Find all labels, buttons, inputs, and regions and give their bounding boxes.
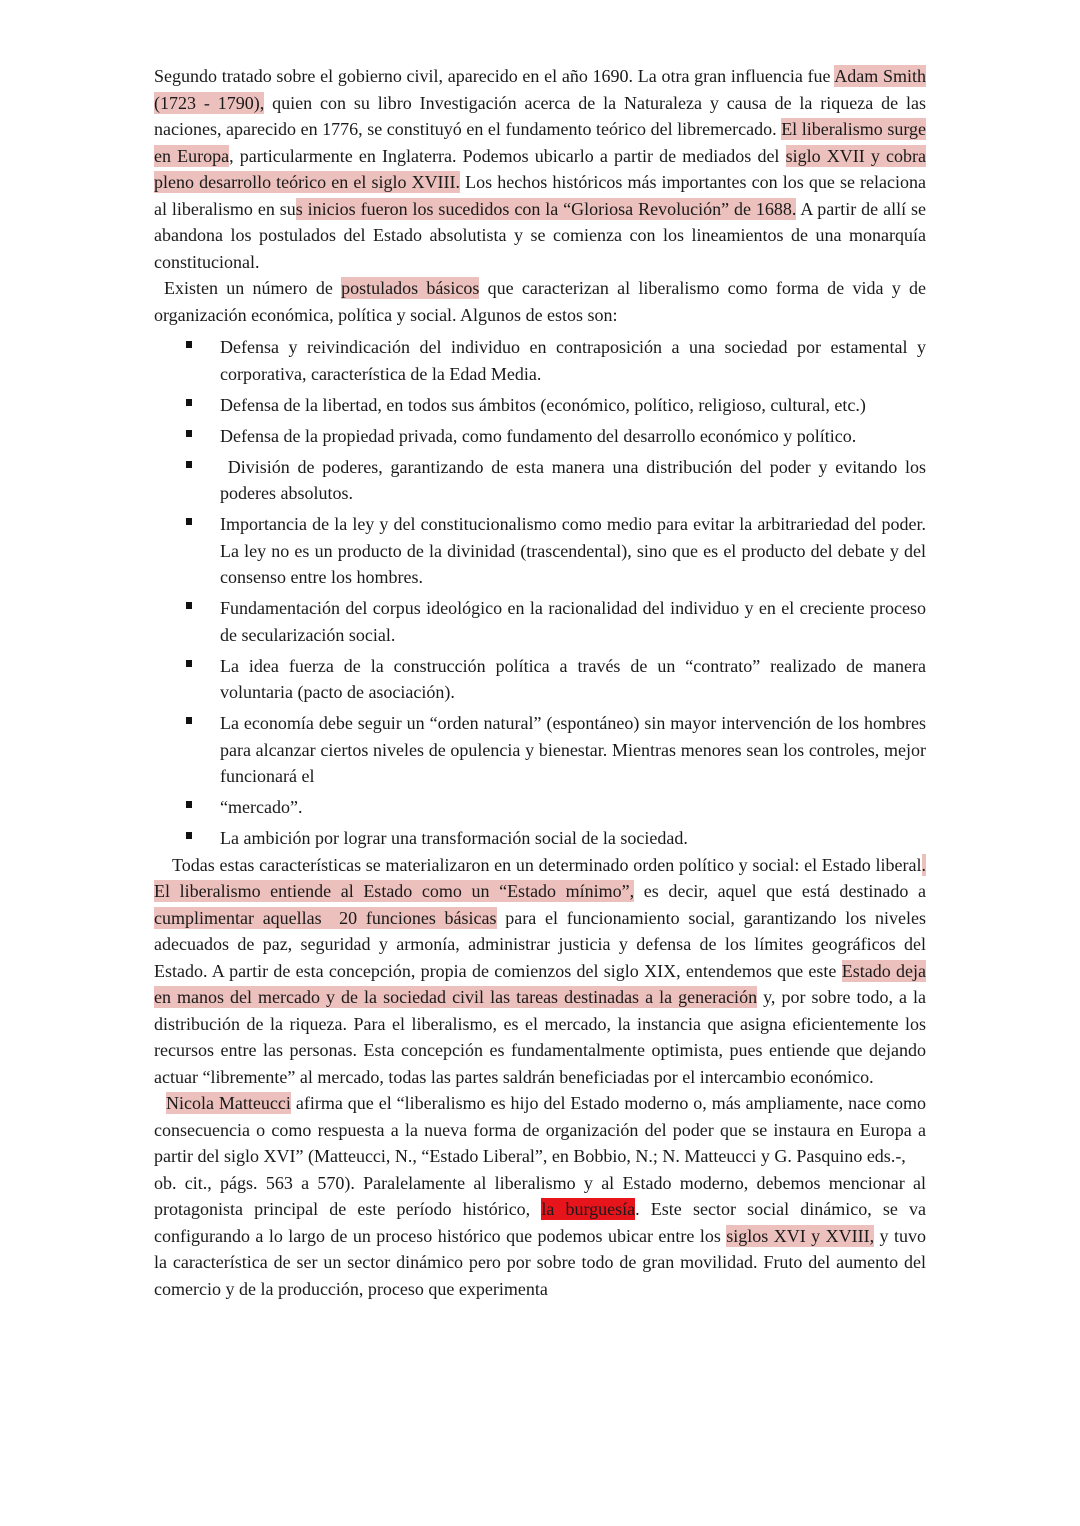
- list-item: Fundamentación del corpus ideológico en la racionalidad del individuo y en el creciente proceso de secularización social.: [154, 595, 926, 648]
- bullet-icon: [186, 518, 192, 525]
- bullet-icon: [186, 801, 192, 808]
- highlight-postulados-basicos: postulados básicos: [341, 278, 480, 298]
- highlight-estado-minimo: . El liberalismo entiende al Estado como un “Estado mínimo”,: [154, 854, 926, 901]
- text-run: y tuvo la característica de ser un sector dinámico pero por sobre todo de gran movilidad. Fruto del aumento del comercio y de la producción, proceso que experimenta: [154, 1225, 926, 1299]
- bullet-icon: [186, 602, 192, 609]
- bullet-icon: [186, 832, 192, 839]
- highlight-liberalismo-europa: El liberalismo surge en Europa: [154, 119, 926, 166]
- list-item: Defensa de la propiedad privada, como fundamento del desarrollo económico y político.: [154, 423, 926, 450]
- list-item: Defensa de la libertad, en todos sus ámbitos (económico, político, religioso, cultural, etc.): [154, 392, 926, 419]
- list-item: División de poderes, garantizando de esta manera una distribución del poder y evitando los poderes absolutos.: [154, 454, 926, 507]
- highlight-gloriosa-revolucion: s inicios fueron los sucedidos con la “Gloriosa Revolución” de 1688.: [295, 198, 797, 219]
- bullet-icon: [186, 341, 192, 348]
- list-item: Defensa y reivindicación del individuo en contraposición a una sociedad por estamental y corporativa, característica de la Edad Media.: [154, 334, 926, 387]
- text-run: es decir, aquel que está destinado a: [634, 881, 926, 901]
- highlight-la-burguesia: la burguesía: [541, 1199, 636, 1219]
- text-run: afirma que el “liberalismo es hijo del Estado moderno o, más ampliamente, nace como consecuencia o como respuesta a la nueva forma de organización del poder que se instaura en Europa a partir del siglo XVI” (Matteucci, N., “Estado Liberal”, en Bobbio, N.; N. Matteucci y G. Pasquino eds.-,: [154, 1093, 927, 1166]
- highlight-siglos: siglo XVII y cobra pleno desarrollo teórico en el siglo XVIII.: [154, 145, 927, 192]
- text-run: Los hechos históricos más importantes con los que se relaciona al liberalismo en su: [154, 172, 926, 219]
- highlight-adam-smith: Adam Smith (1723 - 1790),: [154, 66, 926, 113]
- text-run: quien con su libro Investigación acerca de la Naturaleza y causa de la riqueza de las naciones, aparecido en 1776, se constituyó en el fundamento teórico del libremercado.: [154, 92, 927, 139]
- bullet-icon: [186, 461, 192, 468]
- highlight-nicola-matteucci: Nicola Matteucci: [166, 1093, 291, 1113]
- paragraph-matteucci: [154, 1090, 926, 1170]
- bullet-icon: [186, 430, 192, 437]
- text-run: Todas estas características se materializaron en un determinado orden político y social: el Estado liberal: [172, 854, 922, 875]
- list-item: Importancia de la ley y del constitucionalismo como medio para evitar la arbitrariedad del poder. La ley no es un producto de la divinidad (trascendental), sino que es el producto del debate y del consenso entre los hombres.: [154, 511, 926, 591]
- bullet-icon: [186, 660, 192, 667]
- text-run: ob. cit., págs. 563 a 570). Paralelamente al liberalismo y al Estado moderno, debemos mencionar al protagonista principal de este período histórico,: [154, 1172, 926, 1219]
- paragraph-burguesia: [154, 1170, 926, 1303]
- bullet-icon: [186, 399, 192, 406]
- text-run: . Este sector social dinámico, se va configurando a lo largo de un proceso histórico que podemos ubicar entre los: [154, 1199, 927, 1246]
- text-run: Segundo tratado sobre el gobierno civil, aparecido en el año 1690. La otra gran influencia fue: [154, 66, 835, 86]
- paragraph-origins: [154, 63, 926, 275]
- text-run: para el funcionamiento social, garantizando los niveles adecuados de paz, seguridad y armonía, administrar justicia y defensa de los límites geográficos del Estado. A partir de esta concepción, propia de comienzos del siglo XIX, entendemos que este: [154, 907, 927, 981]
- text-run: A partir de allí se abandona los postulados del Estado absolutista y se comienza con los lineamientos de una monarquía constitucional.: [154, 198, 927, 272]
- text-run: , particularmente en Inglaterra. Podemos ubicarlo a partir de mediados del: [229, 145, 786, 166]
- paragraph-postulados-intro: [154, 275, 926, 328]
- highlight-mercado-sociedad-civil: Estado deja en manos del mercado y de la sociedad civil las tareas destinadas a la generación: [154, 960, 926, 1007]
- text-run: y, por sobre todo, a la distribución de la riqueza. Para el liberalismo, es el mercado, la instancia que asigna eficientemente los recursos entre las personas. Esta concepción es fundamentalmente optimista, pues entiende que dejando actuar “libremente” al mercado, todas las partes saldrán beneficiadas por el intercambio económico.: [154, 987, 927, 1087]
- text-run: que caracterizan al liberalismo como forma de vida y de organización económica, política y social. Algunos de estos son:: [154, 278, 926, 325]
- highlight-siglos-xvi-xviii: siglos XVI y XVIII,: [726, 1225, 875, 1246]
- list-item: La idea fuerza de la construcción política a través de un “contrato” realizado de manera voluntaria (pacto de asociación).: [154, 653, 926, 706]
- list-item: La economía debe seguir un “orden natural” (espontáneo) sin mayor intervención de los hombres para alcanzar ciertos niveles de opulencia y bienestar. Mientras menores sean los controles, mejor funcionará el: [154, 710, 926, 790]
- bullet-icon: [186, 717, 192, 724]
- paragraph-estado-liberal: [154, 852, 926, 1091]
- list-item: La ambición por lograr una transformación social de la sociedad.: [154, 825, 926, 852]
- postulados-list: [154, 334, 931, 852]
- text-run: Existen un número de: [164, 278, 342, 298]
- highlight-funciones-basicas: cumplimentar aquellas 20 funciones básicas: [154, 907, 497, 928]
- list-item: “mercado”.: [154, 794, 926, 821]
